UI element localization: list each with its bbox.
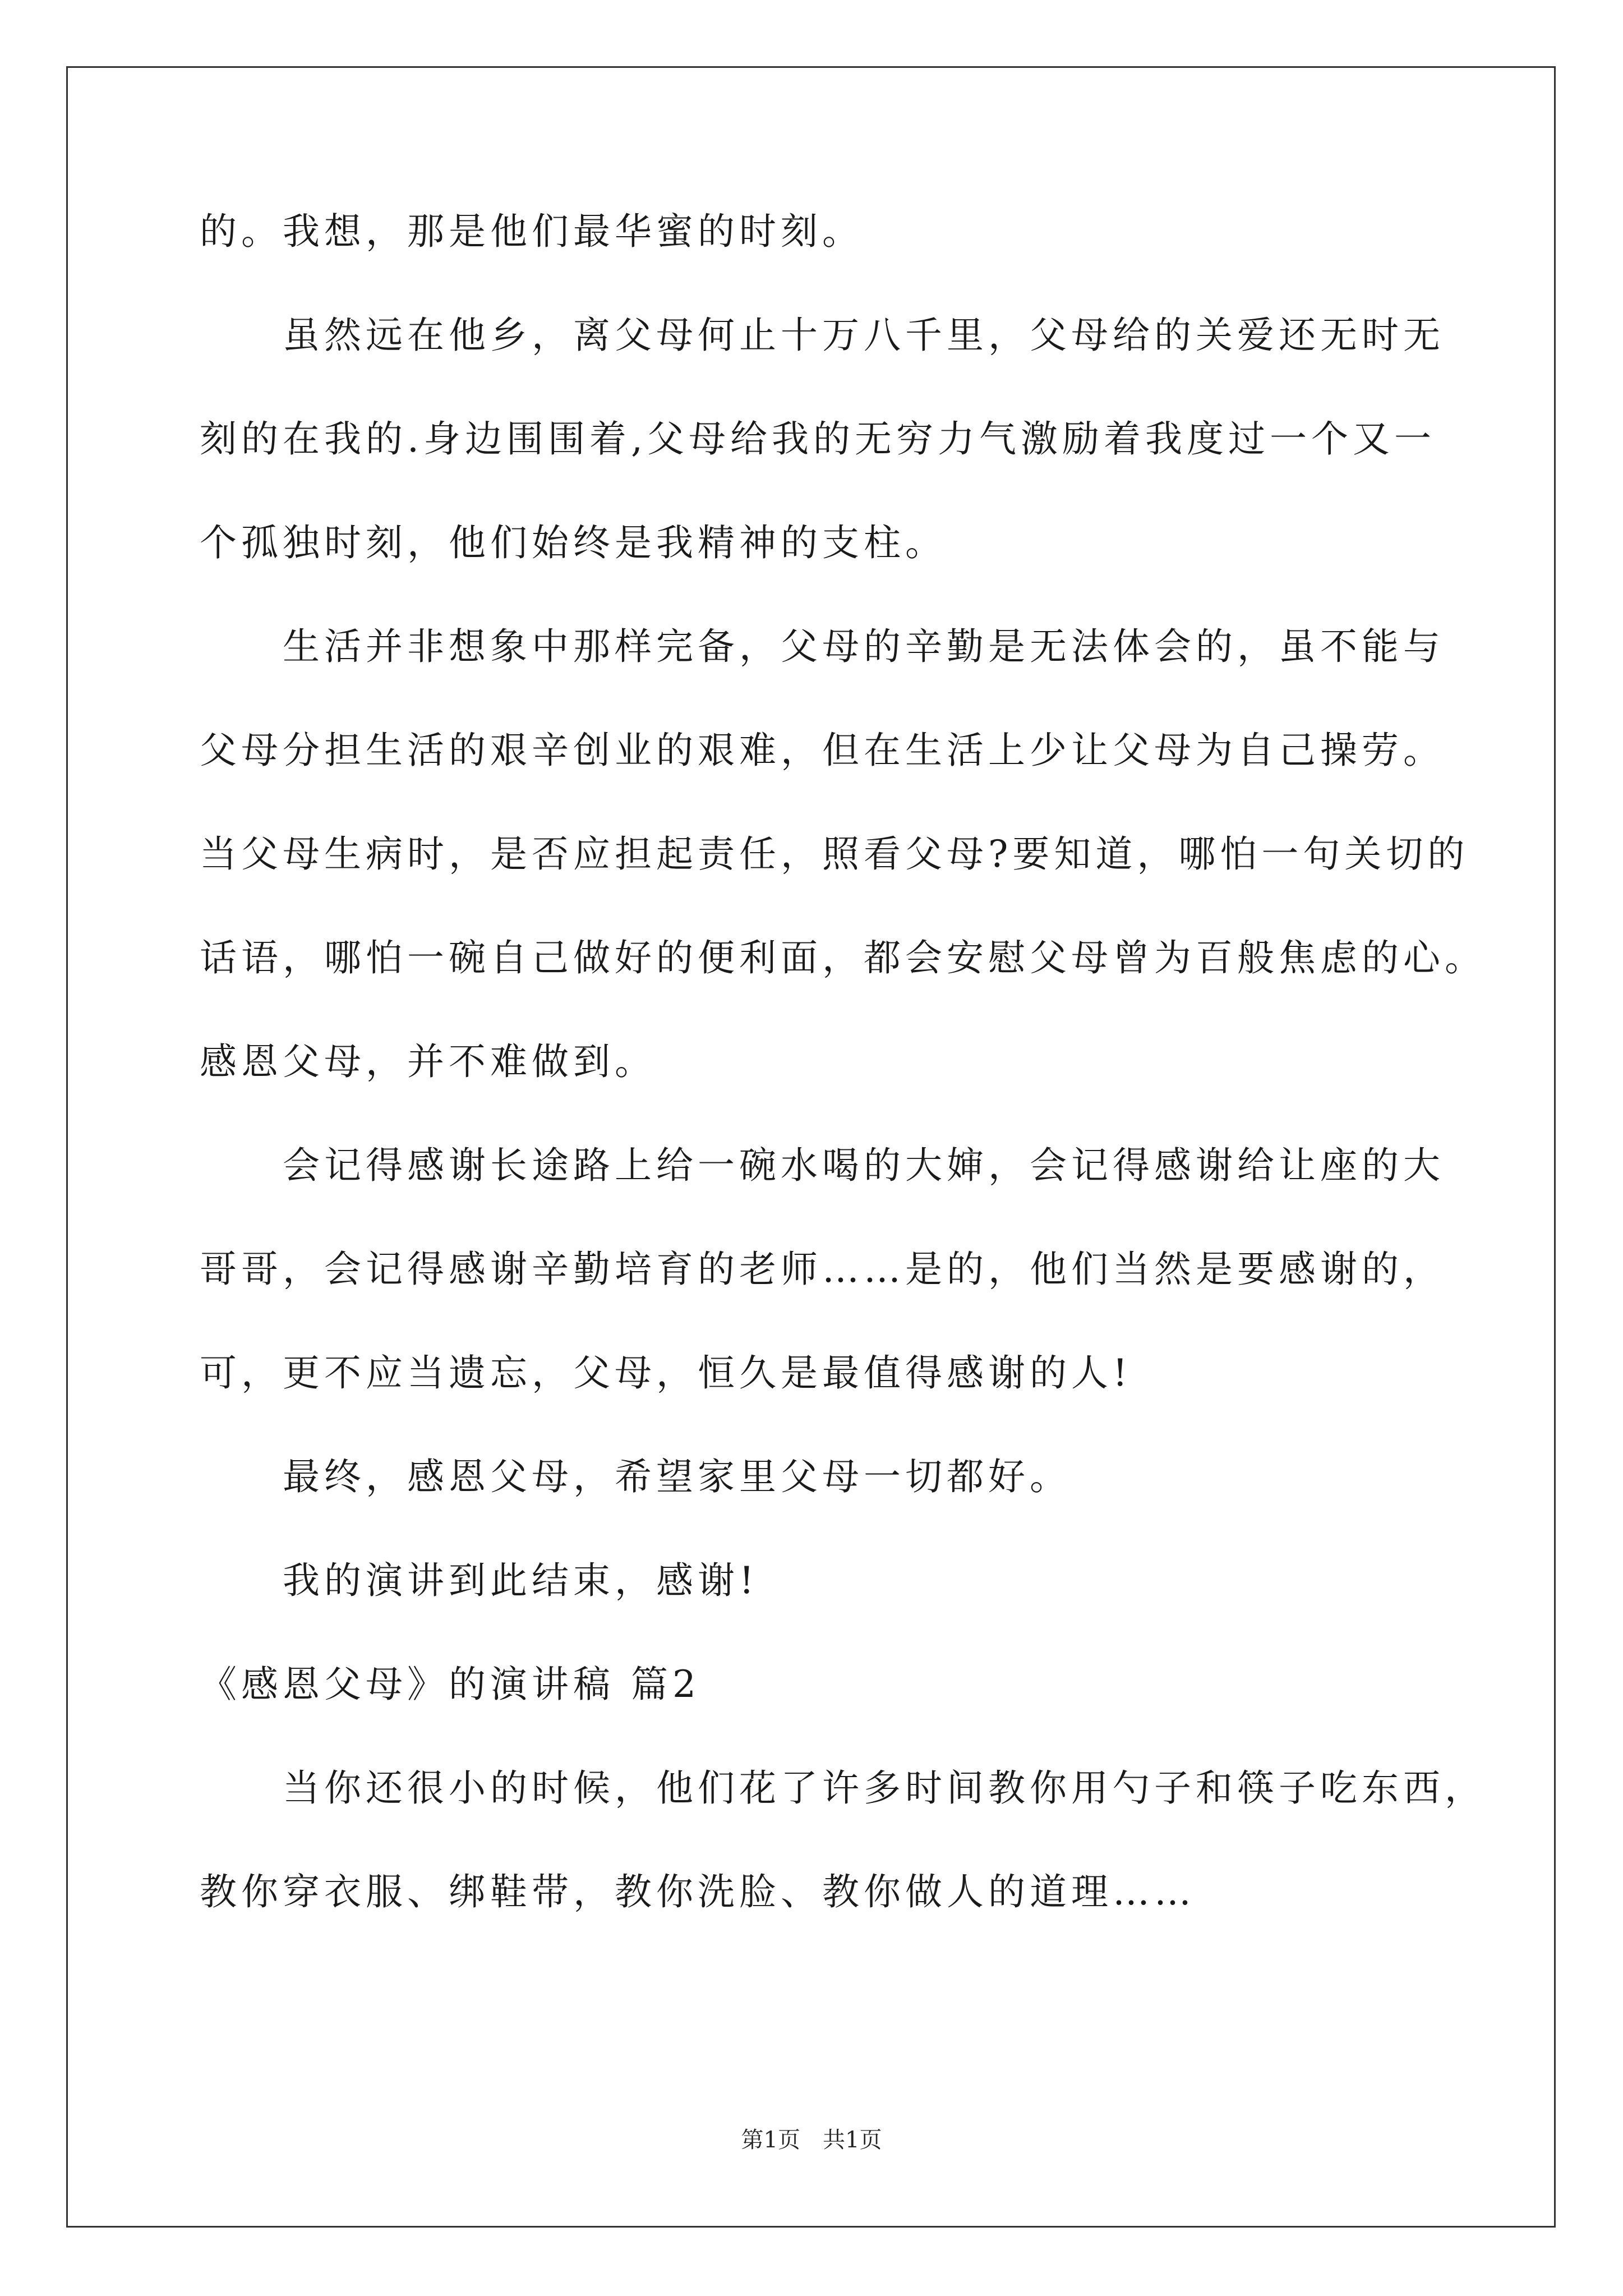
text-line: 哥哥，会记得感谢辛勤培育的老师……是的，他们当然是要感谢的， <box>200 1248 1445 1291</box>
text-line: 最终，感恩父母，希望家里父母一切都好。 <box>200 1455 1071 1498</box>
text-line: 的。我想，那是他们最华蜜的时刻。 <box>200 210 864 253</box>
text-line: 虽然远在他乡，离父母何止十万八千里，父母给的关爱还无时无 <box>200 314 1445 357</box>
text-line: 我的演讲到此结束，感谢! <box>200 1559 759 1602</box>
text-line: 刻的在我的.身边围围着,父母给我的无穷力气激励着我度过一个又一 <box>200 417 1436 461</box>
text-line: 会记得感谢长途路上给一碗水喝的大婶，会记得感谢给让座的大 <box>200 1144 1445 1187</box>
page-number-footer: 第1页 共1页 <box>741 2127 882 2153</box>
text-line: 个孤独时刻，他们始终是我精神的支柱。 <box>200 521 947 564</box>
text-line: 可，更不应当遗忘，父母，恒久是最值得感谢的人! <box>200 1351 1132 1395</box>
section-heading: 《感恩父母》的演讲稿 篇2 <box>200 1663 700 1706</box>
text-line: 感恩父母，并不难做到。 <box>200 1040 656 1083</box>
text-line: 生活并非想象中那样完备，父母的辛勤是无法体会的，虽不能与 <box>200 625 1445 668</box>
text-line: 父母分担生活的艰辛创业的艰难，但在生活上少让父母为自己操劳。 <box>200 729 1445 772</box>
text-line: 当你还很小的时候，他们花了许多时间教你用勺子和筷子吃东西， <box>200 1766 1486 1810</box>
text-line: 教你穿衣服、绑鞋带，教你洗脸、教你做人的道理…… <box>200 1870 1196 1913</box>
text-line: 话语，哪怕一碗自己做好的便利面，都会安慰父母曾为百般焦虑的心。 <box>200 936 1486 979</box>
text-line: 当父母生病时，是否应担起责任，照看父母?要知道，哪怕一句关切的 <box>200 832 1469 876</box>
